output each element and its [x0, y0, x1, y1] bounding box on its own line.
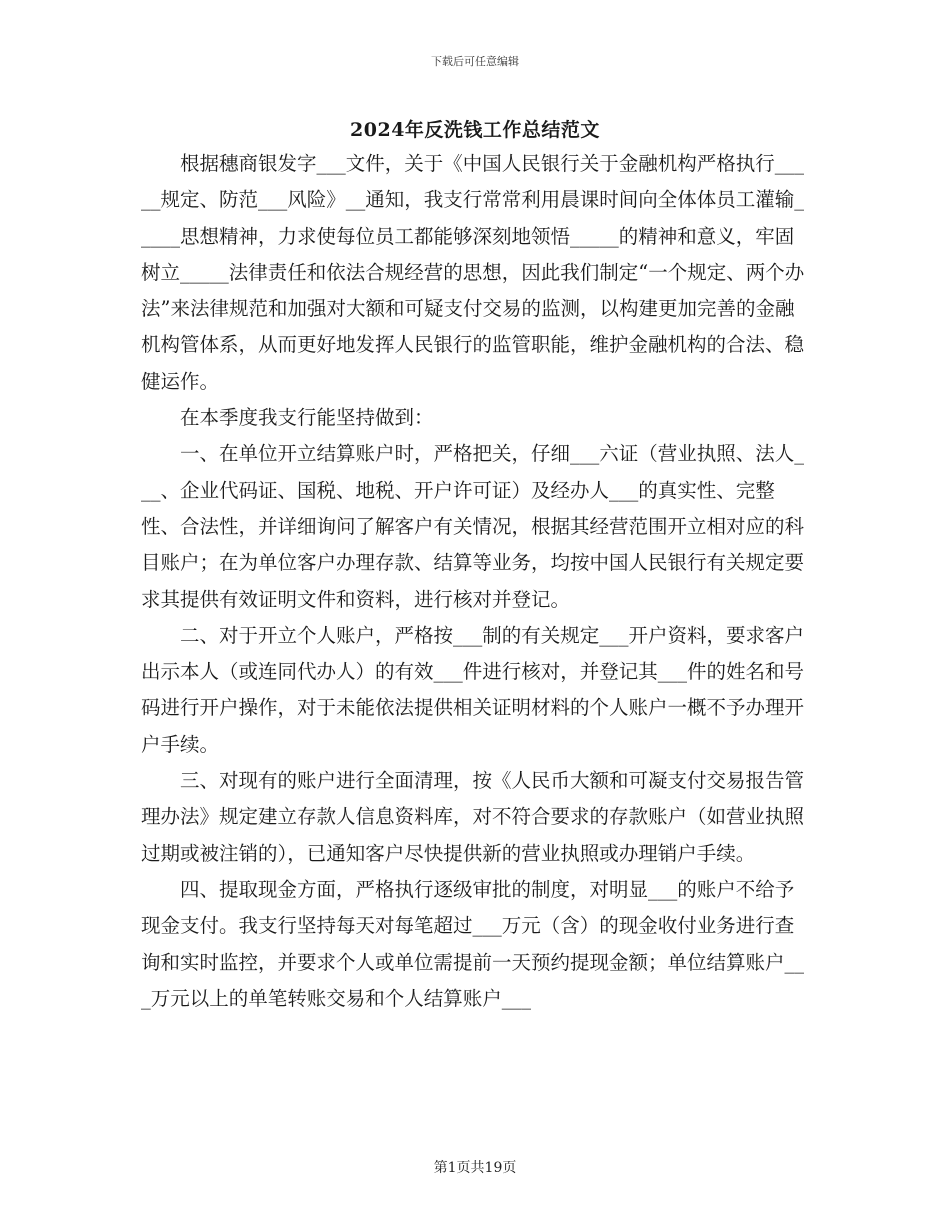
document-title: 2024年反洗钱工作总结范文: [350, 119, 600, 141]
document-body: [141, 146, 813, 1017]
page-header-note: 下载后可任意编辑: [431, 55, 519, 68]
paragraph-item-4: 四、提取现金方面，严格执行逐级审批的制度，对明显___的账户不给予现金支付。我支行坚持每天对每笔超过___万元（含）的现金收付业务进行查询和实时监控，并要求个人或单位需提前一天预约提现金额；单位结算账户___万元以上的单笔转账交易和个人结算账户___: [141, 877, 805, 1010]
paragraph-item-2: 二、对于开立个人账户，严格按___制的有关规定___开户资料，要求客户出示本人（或连同代办人）的有效___件进行核对，并登记其___件的姓名和号码进行开户操作，对于未能依法提供相关证明材料的个人账户一概不予办理开户手续。: [141, 623, 805, 756]
page-number: 第1页共19页: [433, 1160, 517, 1176]
paragraph-intro: 根据穗商银发字___文件，关于《中国人民银行关于金融机构严格执行_____规定、防范___风险》__通知，我支行常常利用晨课时间向全体体员工灌输_____思想精神，力求使每位员工都能够深刻地领悟_____的精神和意义，牢固树立_____法律责任和依法合规经营的思想，因此我们制定“一个规定、两个办法”来法律规范和加强对大额和可疑支付交易的监测，以构建更加完善的金融机构管体系，从而更好地发挥人民银行的监管职能，维护金融机构的合法、稳健运作。: [141, 152, 805, 393]
paragraph-summary-lead: 在本季度我支行能坚持做到：: [180, 406, 434, 430]
paragraph-item-3: 三、对现有的账户进行全面清理，按《人民币大额和可凝支付交易报告管理办法》规定建立存款人信息资料库，对不符合要求的存款账户（如营业执照过期或被注销的），已通知客户尽快提供新的营业执照或办理销户手续。: [141, 769, 805, 865]
paragraph-item-1: 一、在单位开立结算账户时，严格把关，仔细___六证（营业执照、法人___、企业代码证、国税、地税、开户许可证）及经办人___的真实性、完整性、合法性，并详细询问了解客户有关情况，根据其经营范围开立相对应的科目账户；在为单位客户办理存款、结算等业务，均按中国人民银行有关规定要求其提供有效证明文件和资料，进行核对并登记。: [141, 442, 805, 611]
